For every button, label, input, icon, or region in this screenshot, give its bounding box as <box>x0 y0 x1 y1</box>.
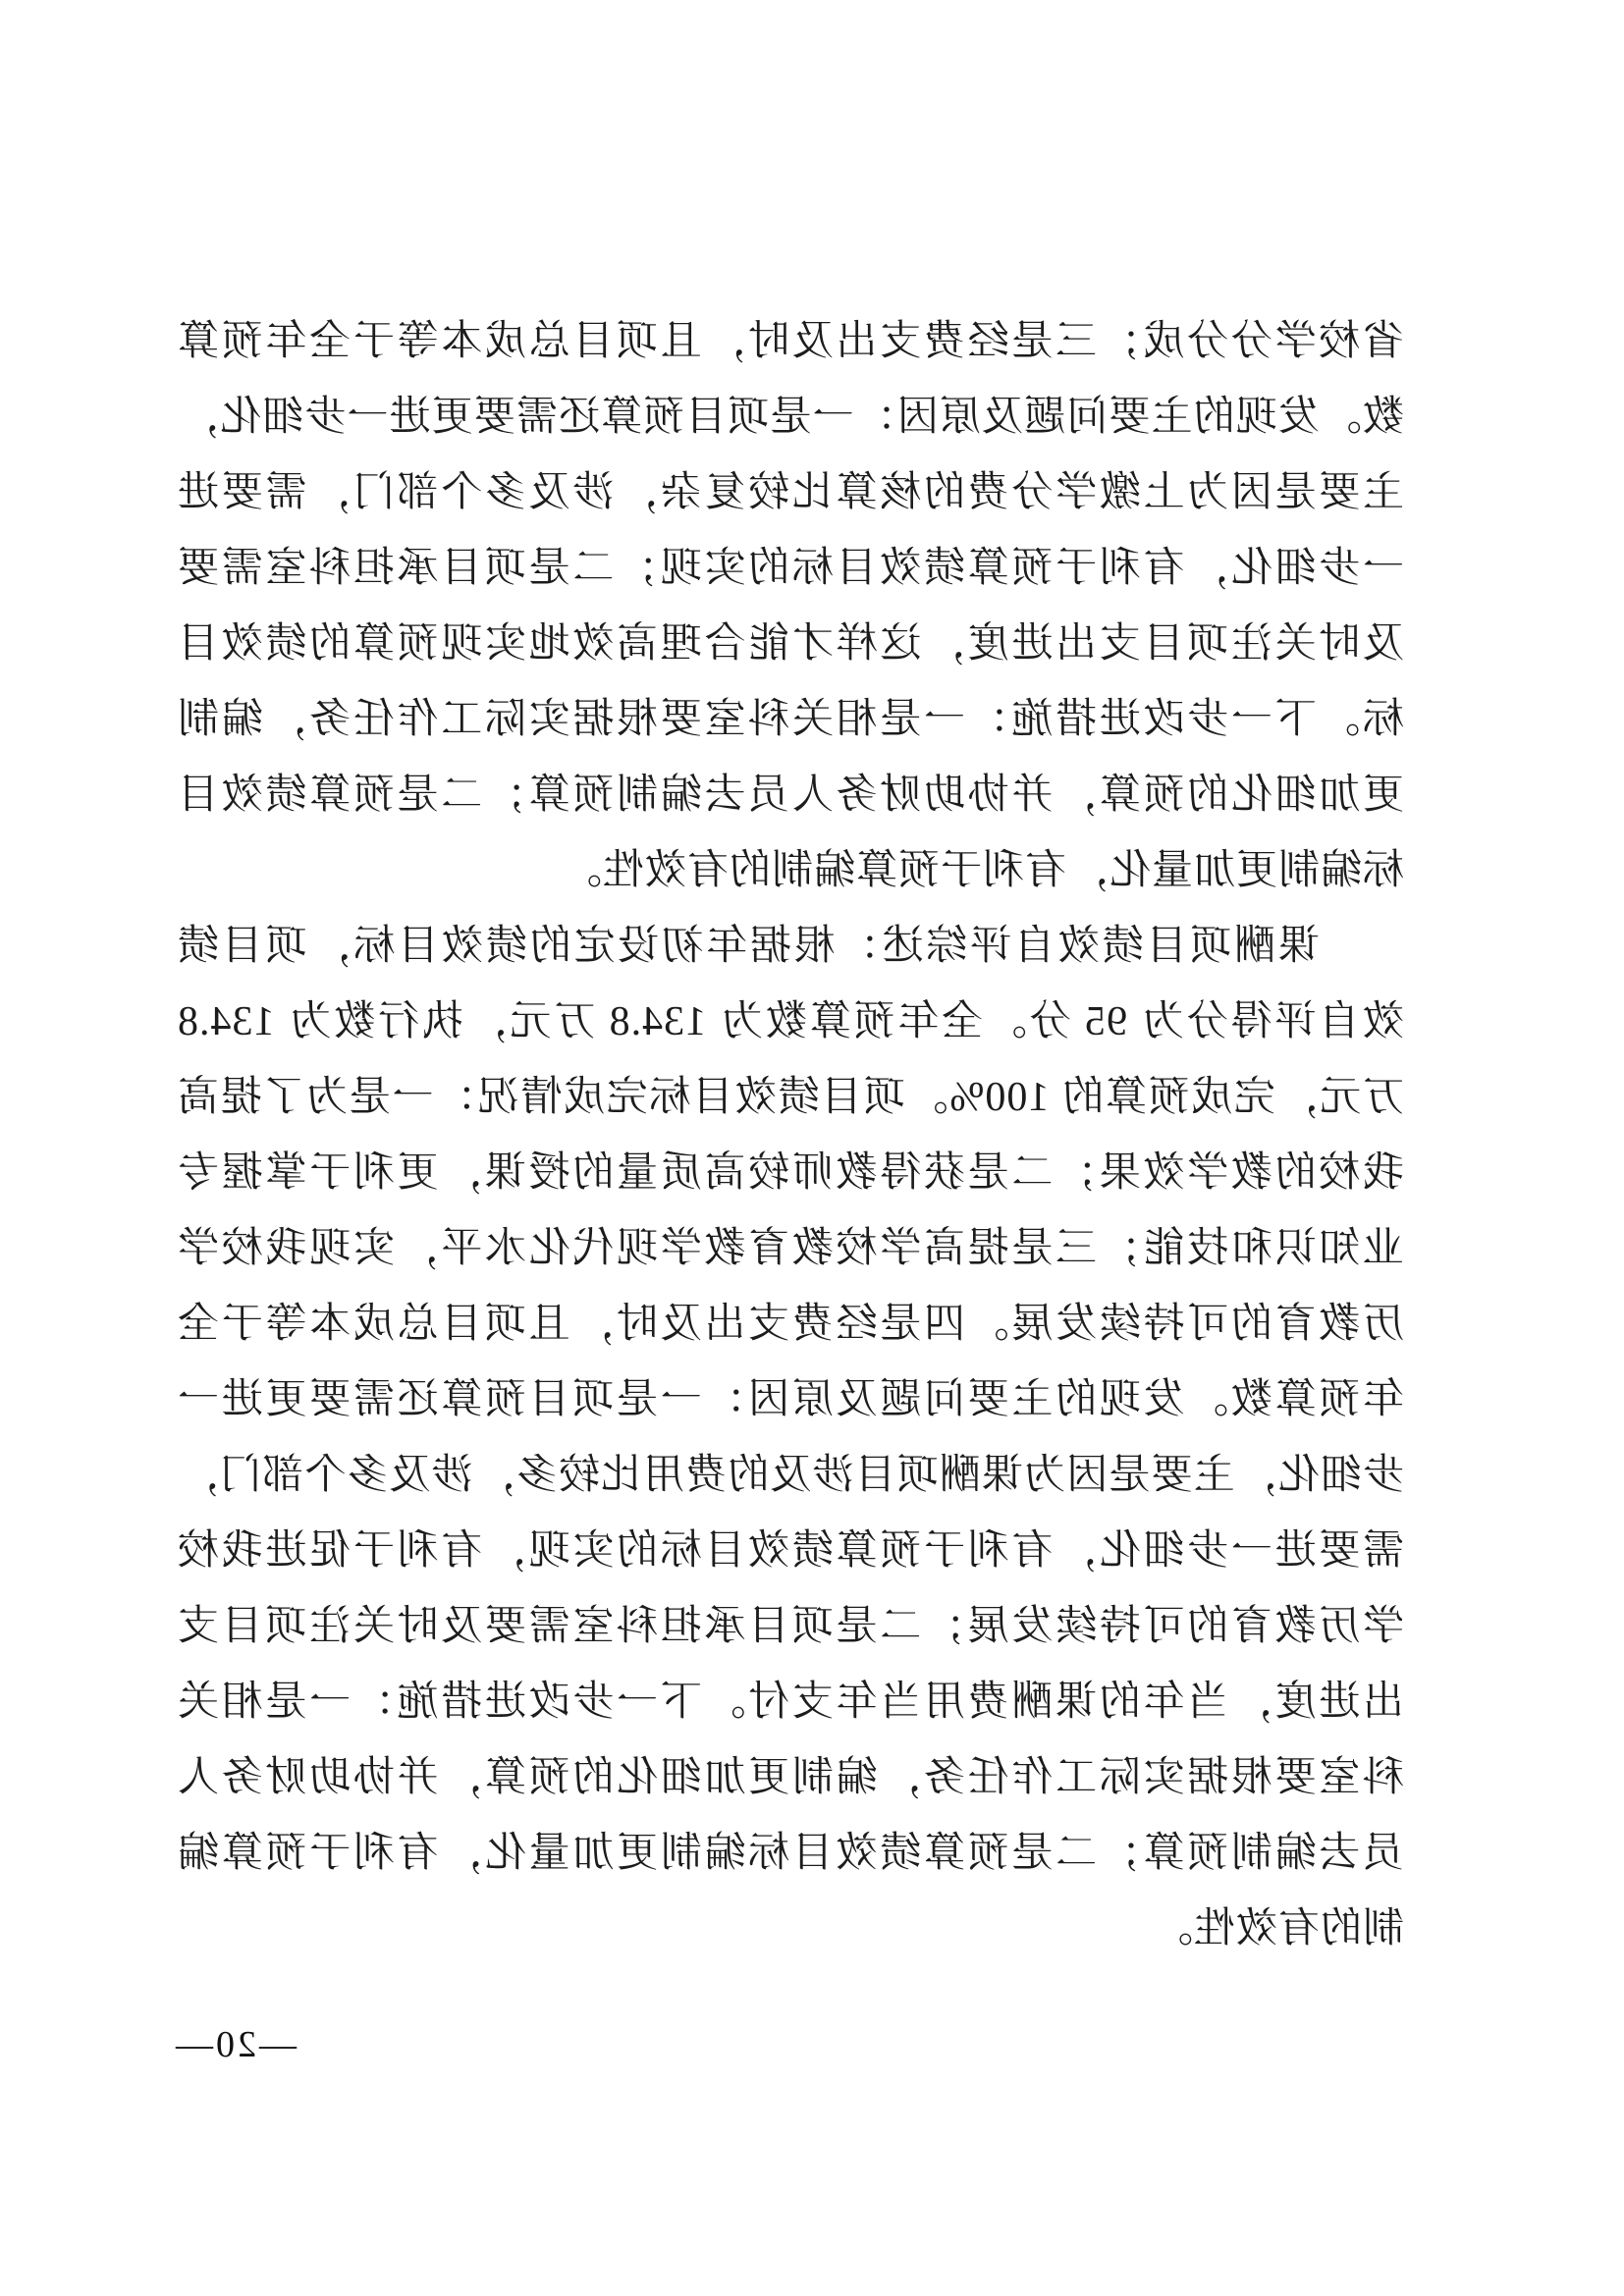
text-line: 科室要根据实际工作任务，编制更加细化的预算，并协助财务人 <box>177 1755 1404 1800</box>
text-line: 历教育的可持续发展。四是经费支出及时，且项目总成本等于全 <box>177 1302 1404 1347</box>
text-line: 学历教育的可持续发展；二是项目承担科室需要及时关注项目支 <box>177 1604 1404 1649</box>
text-line: 一步细化，有利于预算绩效目标的实现；二是项目承担科室需要 <box>177 546 1404 591</box>
text-line: 万元，完成预算的 100%。项目绩效目标完成情况：一是为了提高 <box>177 1075 1404 1120</box>
paragraph <box>177 909 1404 1967</box>
body-text <box>177 304 1404 1967</box>
text-line: 主要是因为上缴学分费的核算比较复杂，涉及多个部门，需要进 <box>177 470 1404 515</box>
text-line: 更加细化的预算，并协助财务人员去编制预算；二是预算绩效目 <box>177 773 1404 818</box>
text-line: 我校的教学效果；二是获得教师较高质量的授课，更利于掌握专 <box>177 1150 1404 1196</box>
text-line: 年预算数。发现的主要问题及原因：一是项目预算还需要更进一 <box>177 1377 1404 1422</box>
text-line: 标。下一步改进措施：一是相关科室要根据实际工作任务，编制 <box>177 697 1404 742</box>
text-line: 员去编制预算；二是预算绩效目标编制更加量化，有利于预算编 <box>177 1831 1404 1876</box>
text-line: 数。发现的主要问题及原因：一是项目预算还需要更进一步细化， <box>177 395 1404 440</box>
text-line: 业知识和技能；三是提高学校教育教学现代化水平，实现我校学 <box>177 1226 1404 1271</box>
text-line: 省校学分分成；三是经费支出及时，且项目总成本等于全年预算 <box>177 319 1404 364</box>
text-line: 步细化，主要是因为课酬项目涉及的费用比较多，涉及多个部门， <box>177 1453 1404 1498</box>
paragraph <box>177 304 1404 909</box>
text-line: 效自评得分为 95 分。全年预算数为 134.8 万元，执行数为 134.8 <box>177 999 1404 1044</box>
text-line: 出进度，当年的课酬费用当年支付。下一步改进措施：一是相关 <box>177 1680 1404 1725</box>
text-line: 制的有效性。 <box>1150 1906 1404 1951</box>
text-line: 及时关注项目支出进度，这样才能合理高效地实现预算的绩效目 <box>177 621 1404 667</box>
text-line: 需要进一步细化，有利于预算绩效目标的实现，有利于促进我校 <box>177 1528 1404 1574</box>
text-line: 标编制更加量化，有利于预算编制的有效性。 <box>559 848 1404 893</box>
text-line: 课酬项目绩效自评综述：根据年初设定的绩效目标，项目绩 <box>177 924 1320 969</box>
page-number: —20— <box>173 2024 297 2065</box>
